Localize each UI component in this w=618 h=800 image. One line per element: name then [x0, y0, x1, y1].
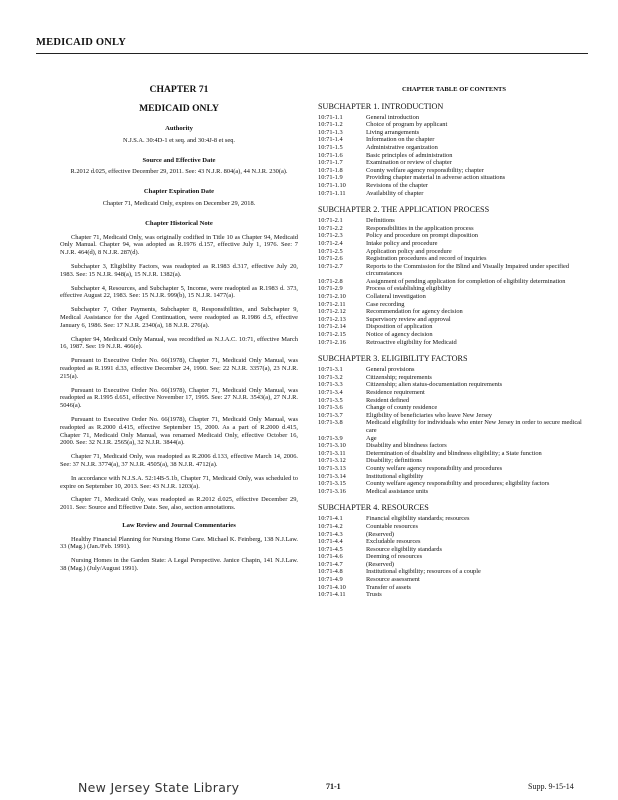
section-title: County welfare agency responsibility and procedures — [366, 464, 503, 472]
toc-item — [318, 339, 590, 347]
section-number: 10:71-2.15 — [318, 331, 346, 339]
toc-item — [318, 419, 590, 434]
history-paragraph: In accordance with N.J.S.A. 52:14B-5.1b, Chapter 71, Medicaid Only, was scheduled to expire on September 10, 2013. See: 43 N.J.R. 1203(a). — [60, 474, 298, 490]
section-number: 10:71-3.3 — [318, 381, 343, 389]
section-title: Supervisory review and approval — [366, 315, 451, 323]
section-number: 10:71-4.10 — [318, 583, 346, 591]
section-number: 10:71-1.9 — [318, 174, 343, 182]
toc-item — [318, 381, 590, 389]
section-title: Registration procedures and record of inquiries — [366, 255, 487, 263]
section-title: Notice of agency decision — [366, 331, 433, 339]
toc-item — [318, 546, 590, 554]
toc-item — [318, 152, 590, 160]
section-number: 10:71-4.7 — [318, 560, 343, 568]
section-title: Residence requirement — [366, 389, 425, 396]
section-number: 10:71-4.2 — [318, 522, 343, 530]
history-paragraph: Pursuant to Executive Order No. 66(1978), Chapter 71, Medicaid Only Manual, was readopted as R.1991 d.33, effective December 24, 1990. See: 22 N.J.R. 3357(a), 23 N.J.R. 215(a). — [60, 357, 298, 380]
section-number: 10:71-2.13 — [318, 315, 346, 323]
toc-item — [318, 397, 590, 405]
section-number: 10:71-3.10 — [318, 442, 346, 450]
toc-item — [318, 248, 590, 256]
history-paragraph: Subchapter 3, Eligibility Factors, was readopted as R.1983 d.317, effective July 20, 1983. See: 15 N.J.R. 948(a), 15 N.J.R. 1382(a). — [60, 262, 298, 278]
toc-item — [318, 412, 590, 420]
section-title: Citizenship; alien status-documentation requirements — [366, 381, 503, 389]
section-title: Definitions — [366, 217, 395, 225]
source-text: R.2012 d.025, effective December 29, 2011. See: 43 N.J.R. 804(a), 44 N.J.R. 230(a). — [70, 168, 288, 176]
section-number: 10:71-2.8 — [318, 277, 343, 285]
toc-item — [318, 515, 590, 523]
section-title: Retroactive eligibility for Medicaid — [366, 338, 457, 346]
toc-item — [318, 240, 590, 248]
section-number: 10:71-4.3 — [318, 530, 343, 538]
section-number: 10:71-1.1 — [318, 113, 343, 121]
section-number: 10:71-2.11 — [318, 300, 346, 308]
toc-item — [318, 553, 590, 561]
toc-item — [318, 144, 590, 152]
section-title: (Reserved) — [366, 530, 395, 538]
section-title: Revisions of the chapter — [366, 181, 428, 189]
section-title: Age — [366, 434, 377, 442]
section-title: Disposition of application — [366, 323, 433, 331]
section-number: 10:71-1.4 — [318, 136, 343, 144]
section-title: Assignment of pending application for completion of eligibility determination — [366, 277, 566, 285]
subchapter-heading: SUBCHAPTER 2. THE APPLICATION PROCESS — [318, 205, 490, 215]
toc-item — [318, 584, 590, 592]
toc-item — [318, 576, 590, 584]
section-title: Collateral investigation — [366, 293, 426, 301]
section-number: 10:71-3.8 — [318, 419, 343, 427]
section-title: Availability of chapter — [366, 189, 424, 197]
section-number: 10:71-4.1 — [318, 515, 343, 523]
law-review-paragraph: Healthy Financial Planning for Nursing Home Care. Michael K. Feinberg, 138 N.J.Law. 33 (Mag.) (Jan./Feb. 1991). — [60, 535, 298, 551]
section-title: Living arrangements — [366, 128, 420, 136]
section-number: 10:71-3.12 — [318, 457, 346, 465]
section-number: 10:71-2.9 — [318, 285, 343, 293]
toc-item — [318, 531, 590, 539]
toc-item — [318, 538, 590, 546]
section-title: Reports to the Commission for the Blind and Visually Impaired under specified circumstances — [366, 262, 570, 278]
chapter-name: MEDICAID ONLY — [139, 103, 219, 114]
history-paragraph: Chapter 71, Medicaid Only, was readopted as R.2006 d.133, effective March 14, 2006. See: 37 N.J.R. 3774(a), 37 N.J.R. 4505(a), 38 N.J.R. 4712(a). — [60, 453, 298, 468]
toc-item — [318, 159, 590, 167]
toc-title: CHAPTER TABLE OF CONTENTS — [401, 86, 507, 93]
toc-item — [318, 301, 590, 309]
toc-item — [318, 293, 590, 301]
subchapter-heading: SUBCHAPTER 4. RESOURCES — [318, 503, 429, 513]
section-title: Transfer of assets — [366, 583, 411, 591]
section-title: Change of county residence — [366, 404, 438, 412]
toc-item — [318, 389, 590, 397]
toc-item — [318, 561, 590, 569]
toc-item — [318, 442, 590, 450]
law-review-paragraph: Nursing Homes in the Garden State: A Legal Perspective. Janice Chapin, 141 N.J.Law. 38 (Mag.) (July/August 1991). — [60, 557, 298, 573]
section-title: Providing chapter material in adverse action situations — [366, 174, 506, 182]
section-title: County welfare agency responsibility and procedures; eligibility factors — [366, 480, 550, 488]
history-paragraph: Subchapter 4, Resources, and Subchapter 5, Income, were readopted as R.1983 d. 373, effective August 22, 1983. See: 15 N.J.R. 999(b), 15 N.J.R. 1477(a). — [60, 284, 298, 300]
section-number: 10:71-1.2 — [318, 121, 343, 129]
section-title: Basic principles of administration — [366, 151, 453, 159]
section-title: General provisions — [366, 366, 415, 374]
chapter-number: CHAPTER 71 — [149, 84, 209, 95]
section-title: Intake policy and procedure — [366, 239, 438, 247]
section-title: Disability; definitions — [366, 457, 422, 465]
section-number: 10:71-4.5 — [318, 545, 343, 553]
table-of-contents — [318, 84, 590, 599]
section-title: Application policy and procedure — [366, 247, 452, 255]
toc-item — [318, 591, 590, 599]
toc-item — [318, 308, 590, 316]
toc-item — [318, 278, 590, 286]
section-number: 10:71-3.6 — [318, 404, 343, 412]
section-number: 10:71-1.10 — [318, 181, 346, 189]
section-title: Resource assessment — [366, 576, 420, 584]
page-number: 71-1 — [326, 782, 341, 791]
toc-item — [318, 480, 590, 488]
section-title: Medical assistance units — [366, 487, 429, 495]
toc-item — [318, 488, 590, 496]
section-number: 10:71-3.2 — [318, 373, 343, 381]
history-paragraph: Chapter 71, Medicaid Only, was readopted as R.2012 d.025, effective December 29, 2011. See: Source and Effective Date. See, also, section annotations. — [60, 496, 298, 512]
section-number: 10:71-1.8 — [318, 166, 343, 174]
section-number: 10:71-4.11 — [318, 591, 346, 599]
section-number: 10:71-3.5 — [318, 396, 343, 404]
toc-item — [318, 316, 590, 324]
history-paragraph: Chapter 94, Medicaid Only Manual, was recodified as N.J.A.C. 10:71, effective March 16, 1987. See: 19 N.J.R. 466(e). — [60, 335, 298, 351]
section-title: General introduction — [366, 113, 420, 121]
toc-item — [318, 465, 590, 473]
section-title: Medicaid eligibility for individuals who enter New Jersey in order to secure medical care — [366, 419, 582, 434]
section-title: County welfare agency responsibility; chapter — [366, 166, 484, 174]
history-paragraph: Chapter 71, Medicaid Only, was originally codified in Title 10 as Chapter 94, Medicaid Only Manual. Chapter 94, was adopted as R.1976 d.157, effective July 1, 1976. See: 7 N.J.R. 464(d), 8 N.J.R. 287(d). — [60, 233, 298, 257]
section-number: 10:71-2.6 — [318, 255, 343, 263]
subchapter-heading: SUBCHAPTER 1. INTRODUCTION — [318, 101, 444, 111]
toc-item — [318, 323, 590, 331]
section-number: 10:71-1.6 — [318, 151, 343, 159]
toc-item — [318, 129, 590, 137]
toc-item — [318, 190, 590, 198]
section-number: 10:71-2.10 — [318, 293, 346, 301]
section-title: Process of establishing eligibility — [366, 285, 452, 293]
section-number: 10:71-3.11 — [318, 449, 346, 457]
section-number: 10:71-2.2 — [318, 224, 343, 232]
section-number: 10:71-4.4 — [318, 538, 343, 546]
history-paragraph: Subchapter 7, Other Payments, Subchapter 8, Responsibilities, and Subchapter 9, Medical Assistance for the Aged Continuation, were readopted as R.1986 d.5, effective January 6, 1986. See: 17 N.J.R. 2340(a), 18 N.J.R. 276(a). — [60, 306, 298, 329]
source-label: Source and Effective Date — [142, 156, 216, 164]
expiration-text: Chapter 71, Medicaid Only, expires on December 29, 2018. — [102, 199, 256, 207]
toc-item — [318, 374, 590, 382]
section-title: Financial eligibility standards; resources — [366, 515, 470, 523]
toc-body — [318, 102, 590, 599]
toc-item — [318, 136, 590, 144]
section-number: 10:71-2.14 — [318, 323, 346, 331]
law-review-label: Law Review and Journal Commentaries — [122, 521, 236, 529]
toc-item — [318, 263, 590, 278]
section-title: Information on the chapter — [366, 136, 435, 144]
toc-item — [318, 182, 590, 190]
section-title: Determination of disability and blindness eligibility; a State function — [366, 449, 542, 457]
toc-item — [318, 285, 590, 293]
history-label: Chapter Historical Note — [145, 219, 213, 227]
section-title: Choice of program by applicant — [366, 121, 448, 129]
section-number: 10:71-2.1 — [318, 217, 343, 225]
section-number: 10:71-3.16 — [318, 487, 346, 495]
authority-label: Authority — [165, 125, 193, 132]
toc-item — [318, 473, 590, 481]
toc-item — [318, 114, 590, 122]
section-title: Policy and procedure on prompt disposition — [366, 232, 478, 240]
section-title: Citizenship; requirements — [366, 373, 432, 381]
history-paragraph: Pursuant to Executive Order No. 66(1978), Chapter 71, Medicaid Only Manual, was readopted as R.2000 d.415, effective September 15, 2000. As a part of R.2000 d.415, Chapter 71, Medicaid Only Manual, was renamed Medicaid Only, effective October 16, 2000. See: 32 N.J.R. 2565(a), 32 N.J.R. 3844(a). — [60, 415, 298, 447]
toc-item — [318, 404, 590, 412]
section-number: 10:71-3.4 — [318, 389, 343, 396]
section-number: 10:71-3.7 — [318, 411, 343, 419]
running-head: MEDICAID ONLY — [36, 37, 127, 48]
section-number: 10:71-4.6 — [318, 553, 343, 561]
section-title: Countable resources — [366, 522, 418, 530]
section-title: Disability and blindness factors — [366, 442, 447, 450]
section-number: 10:71-2.4 — [318, 239, 343, 247]
toc-item — [318, 217, 590, 225]
history-paragraph: Pursuant to Executive Order No. 66(1978), Chapter 71, Medicaid Only Manual, was readopted as R.1995 d.651, effective November 17, 1995. See: 27 N.J.R. 3543(a), 27 N.J.R. 5046(a). — [60, 386, 298, 410]
section-number: 10:71-2.3 — [318, 232, 343, 240]
toc-item — [318, 121, 590, 129]
section-number: 10:71-1.5 — [318, 143, 343, 151]
expiration-label: Chapter Expiration Date — [143, 188, 215, 196]
subchapter-heading: SUBCHAPTER 3. ELIGIBILITY FACTORS — [318, 354, 468, 364]
section-title: Case recording — [366, 300, 405, 308]
toc-item — [318, 450, 590, 458]
section-number: 10:71-4.9 — [318, 576, 343, 584]
section-title: Examination or review of chapter — [366, 159, 452, 167]
section-title: Institutional eligibility — [366, 472, 424, 480]
header-rule — [36, 53, 588, 54]
toc-item — [318, 174, 590, 182]
section-number: 10:71-1.3 — [318, 128, 343, 136]
toc-item — [318, 457, 590, 465]
toc-item — [318, 523, 590, 531]
section-title: Administrative organization — [366, 143, 438, 151]
toc-item — [318, 366, 590, 374]
section-number: 10:71-3.1 — [318, 366, 343, 374]
section-title: Institutional eligibility; resources of a couple — [366, 568, 481, 576]
supplement-date: Supp. 9-15-14 — [528, 782, 574, 791]
section-number: 10:71-1.7 — [318, 159, 343, 167]
toc-item — [318, 435, 590, 443]
toc-item — [318, 167, 590, 175]
section-number: 10:71-3.9 — [318, 434, 343, 442]
toc-item — [318, 568, 590, 576]
toc-item — [318, 225, 590, 233]
library-stamp: New Jersey State Library — [78, 780, 240, 795]
section-title: Responsibilities in the application process — [366, 224, 474, 232]
section-title: Excludable resources — [366, 538, 421, 546]
section-number: 10:71-3.15 — [318, 480, 346, 488]
authority-text: N.J.S.A. 30:4D-1 et seq. and 30:4J-8 et seq. — [122, 136, 235, 144]
left-column — [60, 84, 298, 573]
section-title: (Reserved) — [366, 560, 395, 568]
section-number: 10:71-2.5 — [318, 247, 343, 255]
section-number: 10:71-2.12 — [318, 308, 346, 316]
section-number: 10:71-3.13 — [318, 464, 346, 472]
toc-item — [318, 232, 590, 240]
section-title: Resident defined — [366, 396, 410, 404]
section-number: 10:71-2.16 — [318, 338, 346, 346]
toc-item — [318, 331, 590, 339]
section-number: 10:71-3.14 — [318, 472, 346, 480]
section-number: 10:71-1.11 — [318, 189, 346, 197]
section-title: Trusts — [366, 591, 382, 599]
section-title: Eligibility of beneficiaries who leave New Jersey — [366, 411, 492, 419]
section-number: 10:71-2.7 — [318, 262, 343, 270]
section-title: Deeming of resources — [366, 553, 423, 561]
section-number: 10:71-4.8 — [318, 568, 343, 576]
section-title: Resource eligibility standards — [366, 545, 442, 553]
section-title: Recommendation for agency decision — [366, 308, 463, 316]
toc-item — [318, 255, 590, 263]
